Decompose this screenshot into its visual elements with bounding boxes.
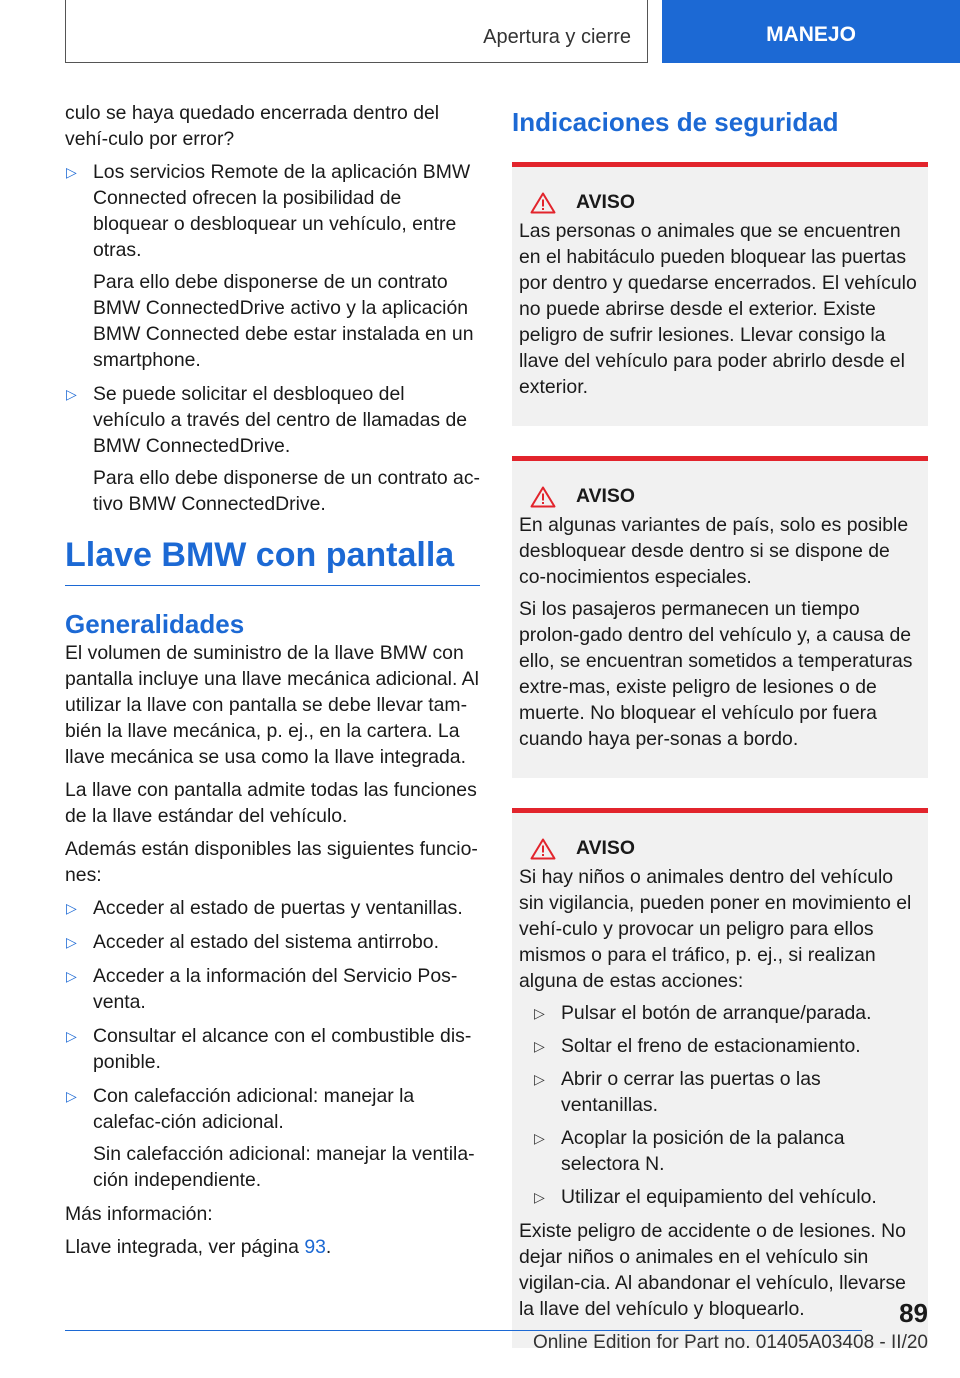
list-item-continuation: Para ello debe disponerse de un contrato ac-tivo BMW ConnectedDrive. [93, 467, 480, 515]
warning-list [519, 1000, 920, 1210]
paragraph: Además están disponibles las siguientes funcio-nes: [65, 838, 478, 886]
intro-list [65, 159, 480, 517]
left-column [65, 100, 480, 1267]
triangle-right-icon: ▷ [534, 1005, 545, 1021]
list-item-text: Con calefacción adicional: manejar la calefac-ción adicional. [93, 1085, 415, 1133]
cross-reference [65, 1234, 480, 1260]
header-chapter-tab[interactable] [662, 0, 960, 63]
warning-text: Si los pasajeros permanecen un tiempo prolon-gado dentro del vehículo y, a causa de ello, se encuentran sometidos a temperaturas extre-mas, existe peligro de lesiones o de muerte. No bloquear el vehículo por fuera cuando haya per-sonas a bordo. [519, 598, 913, 750]
list-item [65, 963, 480, 1015]
cross-reference-text: Llave integrada, ver página [65, 1236, 305, 1258]
list-item [519, 1066, 920, 1118]
list-item [519, 1125, 920, 1177]
list-item-text: Consultar el alcance con el combustible dis-ponible. [93, 1025, 472, 1073]
triangle-right-icon: ▷ [66, 934, 77, 950]
more-info-label: Más información: [65, 1203, 213, 1225]
triangle-right-icon: ▷ [66, 1028, 77, 1044]
list-item-text: Acceder al estado de puertas y ventanillas. [93, 897, 463, 919]
safety-title: Indicaciones de seguridad [512, 107, 839, 137]
triangle-right-icon: ▷ [66, 164, 77, 180]
triangle-right-icon: ▷ [66, 968, 77, 984]
warning-label: AVISO [576, 837, 635, 859]
warning-text: En algunas variantes de país, solo es posible desbloquear desde dentro si se dispone de co-nocimientos especiales. [519, 514, 909, 588]
warning-text: Las personas o animales que se encuentren en el habitáculo pueden bloquear las puertas por dentro y quedarse encerrados. El vehículo no puede abrirse desde el exterior. Existe peligro de sufrir lesiones. Llevar consigo la llave del vehículo para poder abrirlo desde el exterior. [519, 220, 917, 398]
triangle-right-icon: ▷ [534, 1071, 545, 1087]
warning-triangle-icon [530, 192, 556, 214]
list-item-continuation: Sin calefacción adicional: manejar la ventila-ción independiente. [93, 1143, 475, 1191]
warning-box [512, 162, 928, 426]
list-item [519, 1184, 920, 1210]
list-item-text: Acoplar la posición de la palanca selectora N. [561, 1127, 845, 1175]
warning-label: AVISO [576, 485, 635, 507]
triangle-right-icon: ▷ [534, 1038, 545, 1054]
warning-triangle-icon [530, 486, 556, 508]
list-item-text: Utilizar el equipamiento del vehículo. [561, 1186, 877, 1208]
paragraph: El volumen de suministro de la llave BMW con pantalla incluye una llave mecánica adicional. Al utilizar la llave con pantalla se debe llevar tam-bién la llave mecánica, p. ej., en la cartera. La llave mecánica se usa como la llave integrada. [65, 642, 479, 768]
warning-text: Existe peligro de accidente o de lesiones. No dejar niños o animales en el vehículo sin vigilan-cia. Al abandonar el vehículo, llevarse la llave del vehículo y bloquearlo. [519, 1220, 906, 1320]
paragraph: La llave con pantalla admite todas las funciones de la llave estándar del vehículo. [65, 779, 477, 827]
feature-list [65, 895, 480, 1193]
list-item [65, 895, 480, 921]
list-item-text: Abrir o cerrar las puertas o las ventanillas. [561, 1068, 821, 1116]
triangle-right-icon: ▷ [534, 1130, 545, 1146]
list-item [65, 159, 480, 373]
list-item-text: Los servicios Remote de la aplicación BMW Connected ofrecen la posibilidad de bloquear o desbloquear un vehículo, entre otras. [93, 161, 471, 261]
cross-reference-dot: . [325, 1236, 332, 1258]
paragraph-group [65, 640, 480, 888]
intro-text: culo se haya quedado encerrada dentro del vehí-culo por error? [65, 102, 440, 150]
page-number: 89 [899, 1298, 928, 1328]
right-column [512, 100, 928, 1378]
warning-box [512, 456, 928, 778]
warning-label: AVISO [576, 191, 635, 213]
header-section-box [65, 0, 648, 63]
footer-divider [65, 1330, 862, 1331]
warning-header [519, 485, 920, 508]
header-chapter-label: MANEJO [766, 22, 856, 46]
list-item-text: Acceder al estado del sistema antirrobo. [93, 931, 439, 953]
list-item [65, 1083, 480, 1193]
list-item-continuation: Para ello debe disponerse de un contrato BMW ConnectedDrive activo y la aplicación BMW Connected debe estar instalada en un smartphone. [93, 271, 474, 371]
triangle-right-icon: ▷ [534, 1189, 545, 1205]
subsection-title: Generalidades [65, 609, 245, 639]
section-title: Llave BMW con pantalla [65, 535, 480, 586]
list-item-text: Pulsar el botón de arranque/parada. [561, 1002, 872, 1024]
list-item [519, 1000, 920, 1026]
footer-edition: Online Edition for Part no. 01405A03408 - II/20 [532, 1332, 928, 1353]
list-item-text: Soltar el freno de estacionamiento. [561, 1035, 861, 1057]
triangle-right-icon: ▷ [66, 900, 77, 916]
list-item [519, 1033, 920, 1059]
list-item-text: Se puede solicitar el desbloqueo del vehículo a través del centro de llamadas de BMW ConnectedDrive. [93, 383, 468, 457]
list-item [65, 1023, 480, 1075]
header-section-title: Apertura y cierre [483, 26, 631, 48]
warning-header [519, 191, 920, 214]
page-link[interactable]: 93 [304, 1236, 326, 1258]
list-item-text: Acceder a la información del Servicio Pos-venta. [93, 965, 458, 1013]
warnings-container [512, 162, 928, 1348]
triangle-right-icon: ▷ [66, 1088, 77, 1104]
list-item [65, 381, 480, 517]
warning-header [519, 837, 920, 860]
warning-box [512, 808, 928, 1348]
warning-text: Si hay niños o animales dentro del vehículo sin vigilancia, pueden poner en movimiento el vehí-culo y provocar un peligro para ellos mismos o para el tráfico, p. ej., si realizan alguna de estas acciones: [519, 866, 912, 992]
warning-triangle-icon [530, 838, 556, 860]
triangle-right-icon: ▷ [66, 386, 77, 402]
list-item [65, 929, 480, 955]
